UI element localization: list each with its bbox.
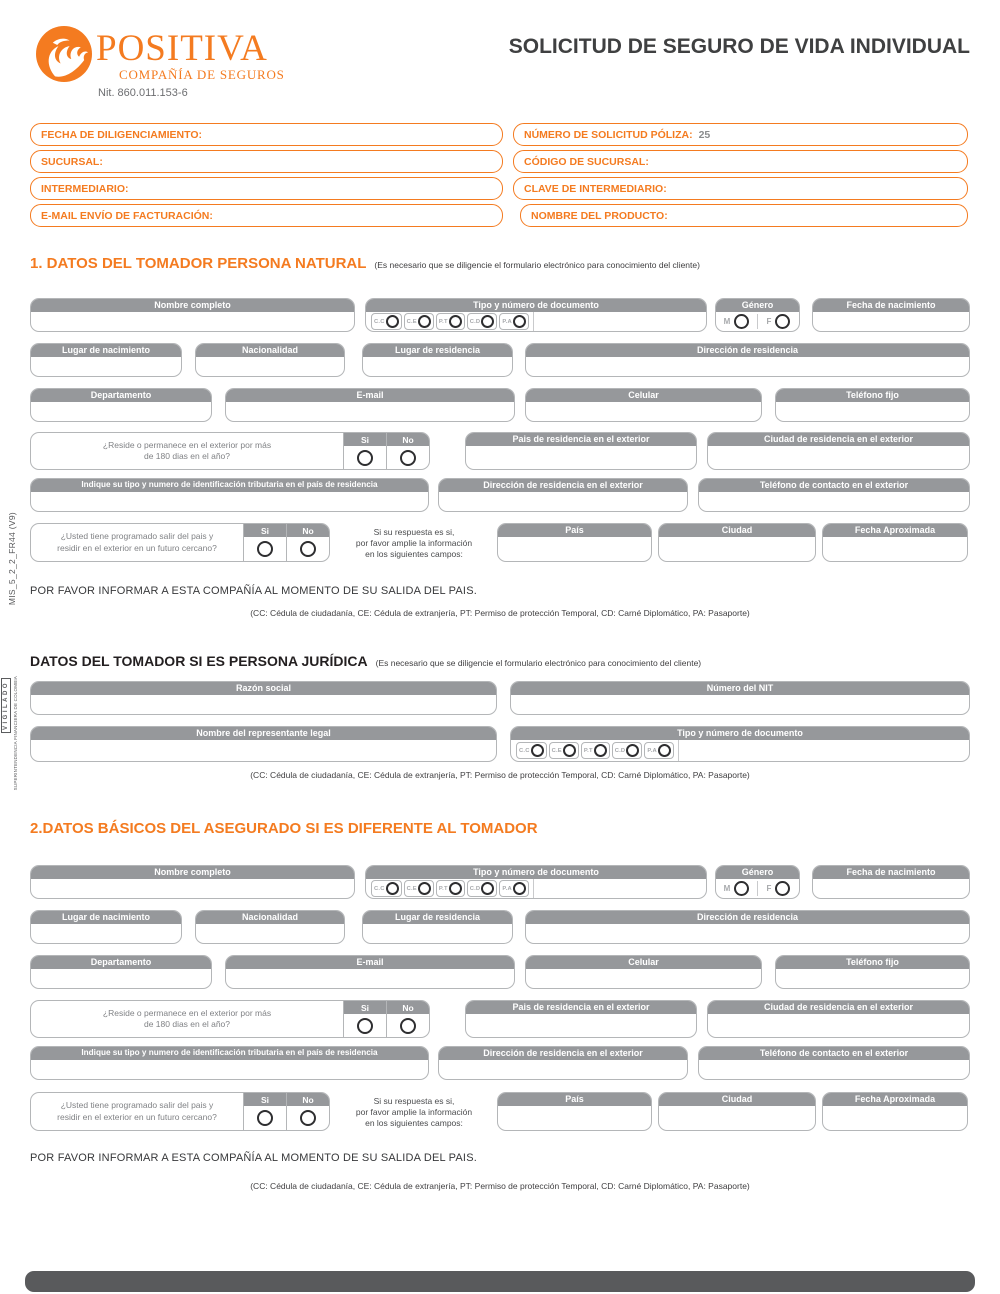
field-label: Lugar de residencia [363,911,512,924]
field-label: Número del NIT [511,682,969,695]
field-label: Dirección de residencia [526,911,969,924]
asegurado-nombre-completo-input[interactable] [31,879,354,898]
tomador-nombre-completo-input[interactable] [31,312,354,331]
pregunta-salir-texto [31,1093,243,1130]
asegurado-ciudad-salida [658,1092,816,1131]
amplie-informacion-texto [333,1096,495,1129]
juridica-tipo-documento [510,726,970,762]
tomador-lugar-residencia-input[interactable] [363,357,512,376]
no-label: No [387,433,429,446]
tomador-numero-documento-input[interactable] [534,312,706,331]
asegurado-lugar-residencia-input[interactable] [363,924,512,943]
field-label: Dirección de residencia en el exterior [439,1047,687,1060]
tomador-pais-salida [497,523,652,562]
asegurado-telefono-exterior [698,1046,970,1080]
aviso-salida-pais: POR FAVOR INFORMAR A ESTA COMPAÑÍA AL MOMENTO DE SU SALIDA DEL PAIS. [30,585,477,597]
genero-f-label: F [766,884,772,893]
field-label: Dirección de residencia [526,344,969,357]
field-label: Fecha Aproximada [823,1093,967,1106]
field-label: Teléfono de contacto en el exterior [699,1047,969,1060]
doc-type-cd[interactable] [467,880,498,897]
field-intermediario[interactable] [30,177,503,200]
tomador-pais-residencia-exterior-input[interactable] [466,446,696,469]
doc-types-note: (CC: Cédula de ciudadanía, CE: Cédula de extranjería, PT: Permiso de protección Temporal, CD: Carné Diplomático, PA: Pasaporte) [250,608,750,618]
field-clave-intermediario[interactable] [513,177,968,200]
reside-no-radio[interactable] [400,450,416,466]
asegurado-nombre-completo [30,865,355,899]
genero-m-option[interactable] [716,314,757,329]
no-label: No [387,1001,429,1014]
tomador-ciudad-residencia-exterior [707,432,970,470]
tomador-celular-input[interactable] [526,402,761,421]
field-sucursal[interactable] [30,150,503,173]
field-label: País [498,1093,651,1106]
vigilado-label: VIGILADO [1,678,11,733]
tomador-direccion-exterior [438,478,688,512]
doc-type-cd-radio[interactable] [626,744,639,757]
pregunta-line-1: ¿Reside o permanece en el exterior por más [102,1007,272,1018]
reside-no-column[interactable] [386,433,429,469]
asegurado-pais-salida [497,1092,652,1131]
pregunta-salir-texto [31,524,243,561]
asegurado-genero-body [716,879,799,898]
asegurado-ciudad-salida-input[interactable] [659,1106,815,1130]
salir-si-radio[interactable] [257,1110,273,1126]
amplie-line-1: Si su respuesta es si, [373,1096,455,1106]
field-label: E-MAIL ENVÍO DE FACTURACIÓN: [41,209,213,222]
tomador-tipo-documento-body [366,312,706,331]
asegurado-direccion-exterior [438,1046,688,1080]
reside-si-radio[interactable] [357,450,373,466]
doc-type-pa-label: P.A [647,747,657,754]
field-label: Indique su tipo y numero de identificación tributaria en el país de residencia [31,1047,428,1060]
asegurado-numero-documento-input[interactable] [534,879,706,898]
field-label: Género [716,866,799,879]
pregunta-line-1: ¿Usted tiene programado salir del pais y [60,1100,214,1111]
doc-type-pa-label: P.A [502,318,512,325]
doc-type-cc-radio[interactable] [386,315,399,328]
asegurado-lugar-nacimiento [30,910,182,944]
next-section-header-bar [25,1271,975,1292]
brand-nit: Nit. 860.011.153-6 [98,87,188,99]
doc-type-pa-radio[interactable] [513,882,526,895]
field-label: SUCURSAL: [41,155,103,168]
field-label: CLAVE DE INTERMEDIARIO: [524,182,667,195]
field-label: Fecha Aproximada [823,524,967,537]
asegurado-celular [525,955,762,989]
asegurado-fecha-nacimiento-input[interactable] [813,879,969,898]
no-label: No [287,1093,329,1106]
doc-type-pt[interactable] [436,880,465,897]
genero-m-radio[interactable] [734,881,749,896]
field-label: Teléfono fijo [776,956,969,969]
doc-type-ce[interactable] [549,742,579,759]
pregunta-line-1: ¿Usted tiene programado salir del pais y [60,531,214,542]
doc-type-ce-label: C.E [406,318,417,325]
tomador-ciudad-salida-input[interactable] [659,537,815,561]
doc-type-pa-radio[interactable] [513,315,526,328]
doc-type-pt-radio[interactable] [449,315,462,328]
form-code-vertical: MIS_5_2_2_FR44 (V9) [7,512,17,606]
field-label: Ciudad de residencia en el exterior [708,1001,969,1014]
genero-f-option[interactable] [758,314,799,329]
asegurado-fecha-nacimiento [812,865,970,899]
field-label: Dirección de residencia en el exterior [439,479,687,492]
section-juridica-header [30,653,701,669]
field-label: Fecha de nacimiento [813,299,969,312]
asegurado-telefono-fijo-input[interactable] [776,969,969,988]
doc-type-ce-radio[interactable] [418,315,431,328]
field-label: Indique su tipo y numero de identificación tributaria en el país de residencia [31,479,428,492]
juridica-representante-legal [30,726,497,762]
juridica-tipo-documento-body [511,740,969,761]
doc-type-pt-radio[interactable] [449,882,462,895]
doc-type-pt-label: P.T [438,318,448,325]
doc-types-note: (CC: Cédula de ciudadanía, CE: Cédula de extranjería, PT: Permiso de protección Temporal, CD: Carné Diplomático, PA: Pasaporte) [250,1181,750,1191]
field-label: INTERMEDIARIO: [41,182,129,195]
field-label: NÚMERO DE SOLICITUD PÓLIZA: [524,128,693,141]
asegurado-pregunta-salir-pais [30,1092,330,1131]
brand-name: POSITIVA [96,28,268,69]
field-label: Tipo y número de documento [366,299,706,312]
juridica-numero-nit-input[interactable] [511,695,969,714]
doc-type-pa[interactable] [499,880,529,897]
tomador-id-tributaria-input[interactable] [31,492,428,511]
asegurado-direccion-residencia-input[interactable] [526,924,969,943]
juridica-razon-social [30,681,497,715]
asegurado-pais-residencia-exterior [465,1000,697,1038]
field-label: Nacionalidad [196,344,344,357]
amplie-informacion-texto [333,527,495,560]
si-label: Si [344,1001,386,1014]
tomador-id-tributaria [30,478,429,512]
doc-type-cd-radio[interactable] [481,315,494,328]
doc-type-pa[interactable] [499,313,529,330]
tomador-telefono-exterior-input[interactable] [699,492,969,511]
salir-no-radio[interactable] [300,541,316,557]
field-numero-solicitud-poliza[interactable] [513,123,968,146]
juridica-numero-documento-input[interactable] [679,740,969,761]
field-label: Tipo y número de documento [511,727,969,740]
field-label: Lugar de nacimiento [31,911,181,924]
no-label: No [287,524,329,537]
reside-si-column[interactable] [343,433,386,469]
pregunta-reside-texto [31,433,343,469]
asegurado-id-tributaria-input[interactable] [31,1060,428,1079]
doc-type-cd[interactable] [467,313,498,330]
doc-type-cc-radio[interactable] [531,744,544,757]
positiva-logo [36,26,92,82]
salir-si-column[interactable] [243,1093,286,1130]
tomador-fecha-nacimiento-input[interactable] [813,312,969,331]
section-1-header [30,255,700,272]
asegurado-lugar-nacimiento-input[interactable] [31,924,181,943]
field-label: Razón social [31,682,496,695]
section-1-title: 1. DATOS DEL TOMADOR PERSONA NATURAL [30,255,367,272]
juridica-representante-legal-input[interactable] [31,740,496,761]
doc-type-cc-label: C.C [374,318,385,325]
doc-type-cd-radio[interactable] [481,882,494,895]
asegurado-email-input[interactable] [226,969,514,988]
field-label: E-mail [226,956,514,969]
field-label: Nombre completo [31,866,354,879]
tomador-genero [715,298,800,332]
doc-type-cd-label: C.D [469,885,481,892]
section-juridica-note: (Es necesario que se diligencie el formulario electrónico para conocimiento del cliente) [375,658,702,668]
asegurado-fecha-aproximada [822,1092,968,1131]
asegurado-nacionalidad [195,910,345,944]
doc-type-cc-radio[interactable] [386,882,399,895]
doc-type-pt-label: P.T [583,747,593,754]
genero-f-option[interactable] [758,881,799,896]
doc-type-cd[interactable] [612,742,643,759]
doc-type-pt-label: P.T [438,885,448,892]
doc-type-cc-label: C.C [374,885,385,892]
field-label: Nacionalidad [196,911,344,924]
tomador-telefono-fijo [775,388,970,422]
tomador-fecha-aproximada-input[interactable] [823,537,967,561]
tomador-email [225,388,515,422]
field-label: Lugar de nacimiento [31,344,181,357]
field-value: 25 [698,128,711,141]
tomador-departamento [30,388,212,422]
asegurado-celular-input[interactable] [526,969,761,988]
field-fecha-diligenciamiento[interactable] [30,123,503,146]
doc-type-pt[interactable] [581,742,610,759]
doc-types-note: (CC: Cédula de ciudadanía, CE: Cédula de extranjería, PT: Permiso de protección Temporal, CD: Carné Diplomático, PA: Pasaporte) [250,770,750,780]
doc-type-pa[interactable] [644,742,674,759]
asegurado-fecha-aproximada-input[interactable] [823,1106,967,1130]
salir-si-radio[interactable] [257,541,273,557]
doc-type-pt[interactable] [436,313,465,330]
doc-type-cc[interactable] [516,742,547,759]
amplie-line-1: Si su respuesta es si, [373,527,455,537]
field-label: Pais de residencia en el exterior [466,433,696,446]
doc-type-cc[interactable] [371,880,402,897]
asegurado-tipo-documento-body [366,879,706,898]
tomador-telefono-exterior [698,478,970,512]
tomador-nacionalidad [195,343,345,377]
field-label: Género [716,299,799,312]
asegurado-nacionalidad-input[interactable] [196,924,344,943]
asegurado-ciudad-residencia-exterior-input[interactable] [708,1014,969,1037]
field-label: Departamento [31,956,211,969]
tomador-direccion-exterior-input[interactable] [439,492,687,511]
si-label: Si [344,433,386,446]
reside-no-column[interactable] [386,1001,429,1037]
tomador-lugar-nacimiento-input[interactable] [31,357,181,376]
tomador-celular [525,388,762,422]
salir-no-column[interactable] [286,524,329,561]
section-2-title: 2.DATOS BÁSICOS DEL ASEGURADO SI ES DIFERENTE AL TOMADOR [30,820,538,837]
field-label: Tipo y número de documento [366,866,706,879]
doc-type-ce-label: C.E [406,885,417,892]
tomador-genero-body [716,312,799,331]
pregunta-line-2: de 180 dias en el año? [143,451,231,461]
tomador-ciudad-salida [658,523,816,562]
doc-type-ce-label: C.E [551,747,562,754]
field-label: Teléfono de contacto en el exterior [699,479,969,492]
brand-subtitle: COMPAÑÍA DE SEGUROS [119,67,285,82]
doc-type-cd-label: C.D [614,747,626,754]
genero-f-radio[interactable] [775,314,790,329]
asegurado-telefono-exterior-input[interactable] [699,1060,969,1079]
si-label: Si [244,1093,286,1106]
aviso-salida-pais: POR FAVOR INFORMAR A ESTA COMPAÑÍA AL MOMENTO DE SU SALIDA DEL PAIS. [30,1152,477,1164]
amplie-line-3: en los siguientes campos: [365,1118,463,1129]
superintendencia-label: SUPERINTENDENCIA FINANCIERA DE COLOMBIA [13,676,18,791]
tomador-tipo-documento [365,298,707,332]
asegurado-tipo-documento [365,865,707,899]
field-label: Pais de residencia en el exterior [466,1001,696,1014]
doc-type-pa-radio[interactable] [658,744,671,757]
genero-m-radio[interactable] [734,314,749,329]
asegurado-ciudad-residencia-exterior [707,1000,970,1038]
field-label: NOMBRE DEL PRODUCTO: [531,209,668,222]
doc-type-ce-radio[interactable] [418,882,431,895]
tomador-email-input[interactable] [226,402,514,421]
section-1-note: (Es necesario que se diligencie el formulario electrónico para conocimiento del cliente) [374,260,700,270]
asegurado-pais-salida-input[interactable] [498,1106,651,1130]
positiva-logo-icon [36,26,92,82]
field-label: Ciudad [659,1093,815,1106]
amplie-line-2: por favor amplie la información [355,538,473,549]
genero-m-option[interactable] [716,881,757,896]
amplie-line-3: en los siguientes campos: [365,549,463,560]
tomador-direccion-residencia-input[interactable] [526,357,969,376]
pregunta-line-2: residir en el exterior en un futuro cercano? [57,542,217,553]
doc-type-ce[interactable] [404,313,434,330]
field-label: CÓDIGO DE SUCURSAL: [524,155,649,168]
tomador-ciudad-residencia-exterior-input[interactable] [708,446,969,469]
doc-type-cd-label: C.D [469,318,481,325]
doc-type-pt-radio[interactable] [594,744,607,757]
page-title: SOLICITUD DE SEGURO DE VIDA INDIVIDUAL [508,35,970,58]
field-label: E-mail [226,389,514,402]
reside-no-radio[interactable] [400,1018,416,1034]
field-label: Fecha de nacimiento [813,866,969,879]
field-label: Ciudad de residencia en el exterior [708,433,969,446]
tomador-nombre-completo [30,298,355,332]
doc-type-cc-label: C.C [519,747,530,754]
field-label: Departamento [31,389,211,402]
juridica-numero-nit [510,681,970,715]
genero-m-label: M [723,317,731,326]
pregunta-line-1: ¿Reside o permanece en el exterior por más [102,439,272,450]
field-label: FECHA DE DILIGENCIAMIENTO: [41,128,203,141]
asegurado-departamento-input[interactable] [31,969,211,988]
field-label: Nombre del representante legal [31,727,496,740]
field-label: Celular [526,956,761,969]
asegurado-telefono-fijo [775,955,970,989]
salir-no-radio[interactable] [300,1110,316,1126]
tomador-direccion-residencia [525,343,970,377]
field-label: Ciudad [659,524,815,537]
section-2-header [30,820,538,837]
field-label: Celular [526,389,761,402]
doc-type-cc[interactable] [371,313,402,330]
tomador-fecha-nacimiento [812,298,970,332]
asegurado-pais-residencia-exterior-input[interactable] [466,1014,696,1037]
pregunta-line-2: residir en el exterior en un futuro cercano? [57,1111,217,1122]
tomador-fecha-aproximada [822,523,968,562]
field-email-facturacion[interactable] [30,204,503,227]
doc-type-pa-label: P.A [502,885,512,892]
asegurado-id-tributaria [30,1046,429,1080]
field-label: Nombre completo [31,299,354,312]
reside-si-column[interactable] [343,1001,386,1037]
salir-no-column[interactable] [286,1093,329,1130]
asegurado-direccion-exterior-input[interactable] [439,1060,687,1079]
pregunta-reside-texto [31,1001,343,1037]
si-label: Si [244,524,286,537]
field-nombre-producto[interactable] [520,204,968,227]
field-label: Lugar de residencia [363,344,512,357]
tomador-pregunta-reside-exterior [30,432,430,470]
genero-f-label: F [766,317,772,326]
pregunta-line-2: de 180 dias en el año? [143,1019,231,1029]
doc-type-ce-radio[interactable] [563,744,576,757]
asegurado-pregunta-reside-exterior [30,1000,430,1038]
field-label: Teléfono fijo [776,389,969,402]
reside-si-radio[interactable] [357,1018,373,1034]
tomador-telefono-fijo-input[interactable] [776,402,969,421]
tomador-pais-residencia-exterior [465,432,697,470]
tomador-lugar-residencia [362,343,513,377]
tomador-lugar-nacimiento [30,343,182,377]
field-label: País [498,524,651,537]
asegurado-lugar-residencia [362,910,513,944]
doc-type-ce[interactable] [404,880,434,897]
tomador-departamento-input[interactable] [31,402,211,421]
tomador-nacionalidad-input[interactable] [196,357,344,376]
salir-si-column[interactable] [243,524,286,561]
field-codigo-sucursal[interactable] [513,150,968,173]
asegurado-email [225,955,515,989]
genero-m-label: M [723,884,731,893]
section-juridica-title: DATOS DEL TOMADOR SI ES PERSONA JURÍDICA [30,653,368,669]
genero-f-radio[interactable] [775,881,790,896]
asegurado-departamento [30,955,212,989]
asegurado-genero [715,865,800,899]
asegurado-direccion-residencia [525,910,970,944]
amplie-line-2: por favor amplie la información [355,1107,473,1118]
tomador-pais-salida-input[interactable] [498,537,651,561]
tomador-pregunta-salir-pais [30,523,330,562]
juridica-razon-social-input[interactable] [31,695,496,714]
